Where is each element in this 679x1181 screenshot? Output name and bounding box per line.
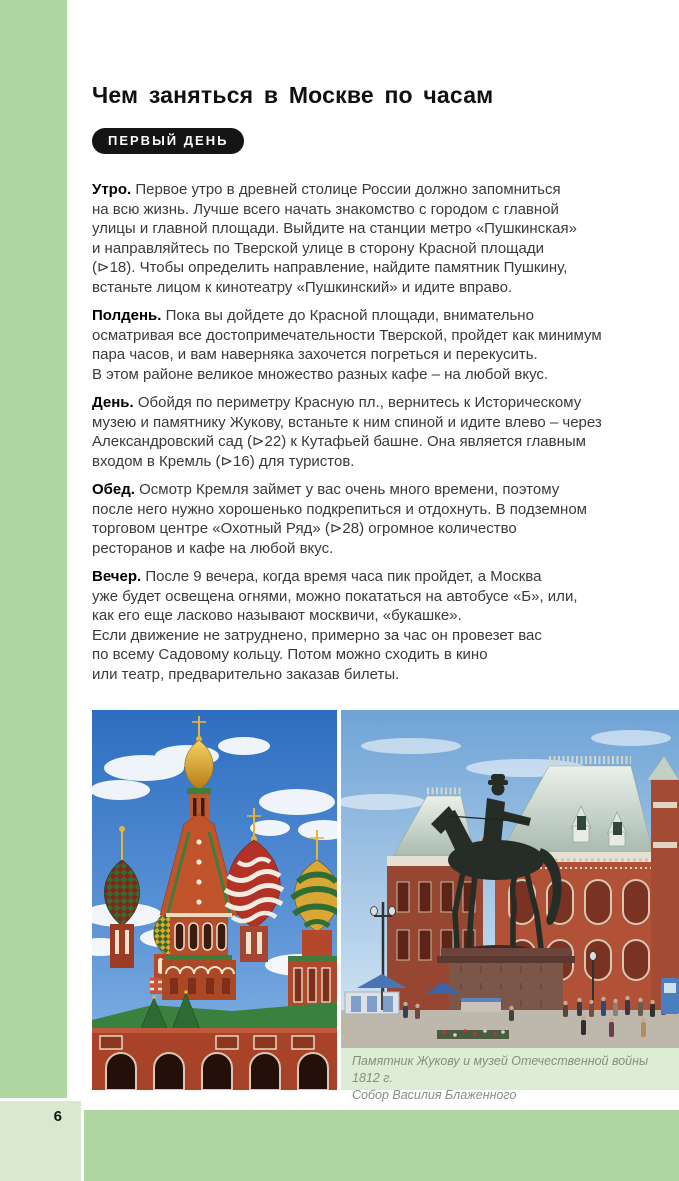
section-lead: Вечер. [92,568,142,585]
page-title: Чем заняться в Москве по часам [92,82,494,108]
section-text: Пока вы дойдете до Красной площади, внимательно [165,307,534,324]
flower-bed [437,1029,509,1039]
section-lead: Обед. [92,481,135,498]
section-lead: День. [92,394,134,411]
section-morning [92,180,619,297]
page-number-block [0,1101,81,1181]
section-text: После 9 вечера, когда время часа пик пройдет, а Москва [145,568,542,585]
section-text: Первое утро в древней столице России должно запомниться [135,181,561,198]
section-text-lines: на всю жизнь. Лучше всего начать знакомство с городом с главной улицы и главной площади. Выйдите на станции метро «Пушкинская» и направляйтесь по Тверской улице в сторону Красной площади (⊳18). Чтобы определить направление, найдите памятник Пушкину, встаньте лицом к кинотеатру «Пушкинский» и идите вправо. [92,200,577,296]
section-evening [92,567,619,684]
section-lead: Утро. [92,181,132,198]
arcade-base [92,1028,337,1090]
section-lead: Полдень. [92,307,162,324]
section-day [92,393,619,471]
section-lunch [92,480,619,558]
section-text-lines: после него нужно хорошенько подкрепиться и отдохнуть. В подземном торговом центре «Охотный Ряд» (⊳28) огромное количество ресторанов и кафе на любой вкус. [92,500,587,557]
day-badge: ПЕРВЫЙ ДЕНЬ [92,128,244,154]
footer-accent-bar [84,1110,679,1181]
page-number: 6 [53,1108,62,1125]
section-noon [92,306,619,384]
section-text-lines: музею и памятнику Жукову, встаньте к ним спиной и идите влево – через Александровский сад (⊳22) к Кутафьей башне. Она является главным входом в Кремль (⊳16) для туристов. [92,413,602,470]
section-text: Обойдя по периметру Красную пл., вернитесь к Историческому [137,394,582,411]
right-tower [288,956,337,1010]
photo-right-column [341,710,679,1102]
sidebar-accent-bar [0,0,67,1098]
photo-caption: Памятник Жукову и музей Отечественной войны 1812 г. Собор Василия Блаженного [341,1048,679,1090]
section-text-lines: уже будет освещена огнями, можно покататься на автобусе «Б», или, как его еще ласково называют москвичи, «букашке». Если движение не затруднено, примерно за час он провезет вас по всему Садовому кольцу. Потом можно сходить в кино или театр, предварительно заказав билеты. [92,587,578,683]
photo-zhukov-monument [341,710,679,1048]
schedule-text [92,180,619,684]
section-text: Осмотр Кремля займет у вас очень много времени, поэтому [139,481,560,498]
photo-st-basils-cathedral [92,710,337,1090]
bus [661,978,679,1014]
photo-row [92,710,679,1102]
main-content [92,0,619,693]
section-text-lines: осматривая все достопримечательности Тверской, пройдет как минимум пара часов, и вам наверняка захочется погреться и перекусить. В этом районе великое множество разных кафе – на любой вкус. [92,326,602,383]
